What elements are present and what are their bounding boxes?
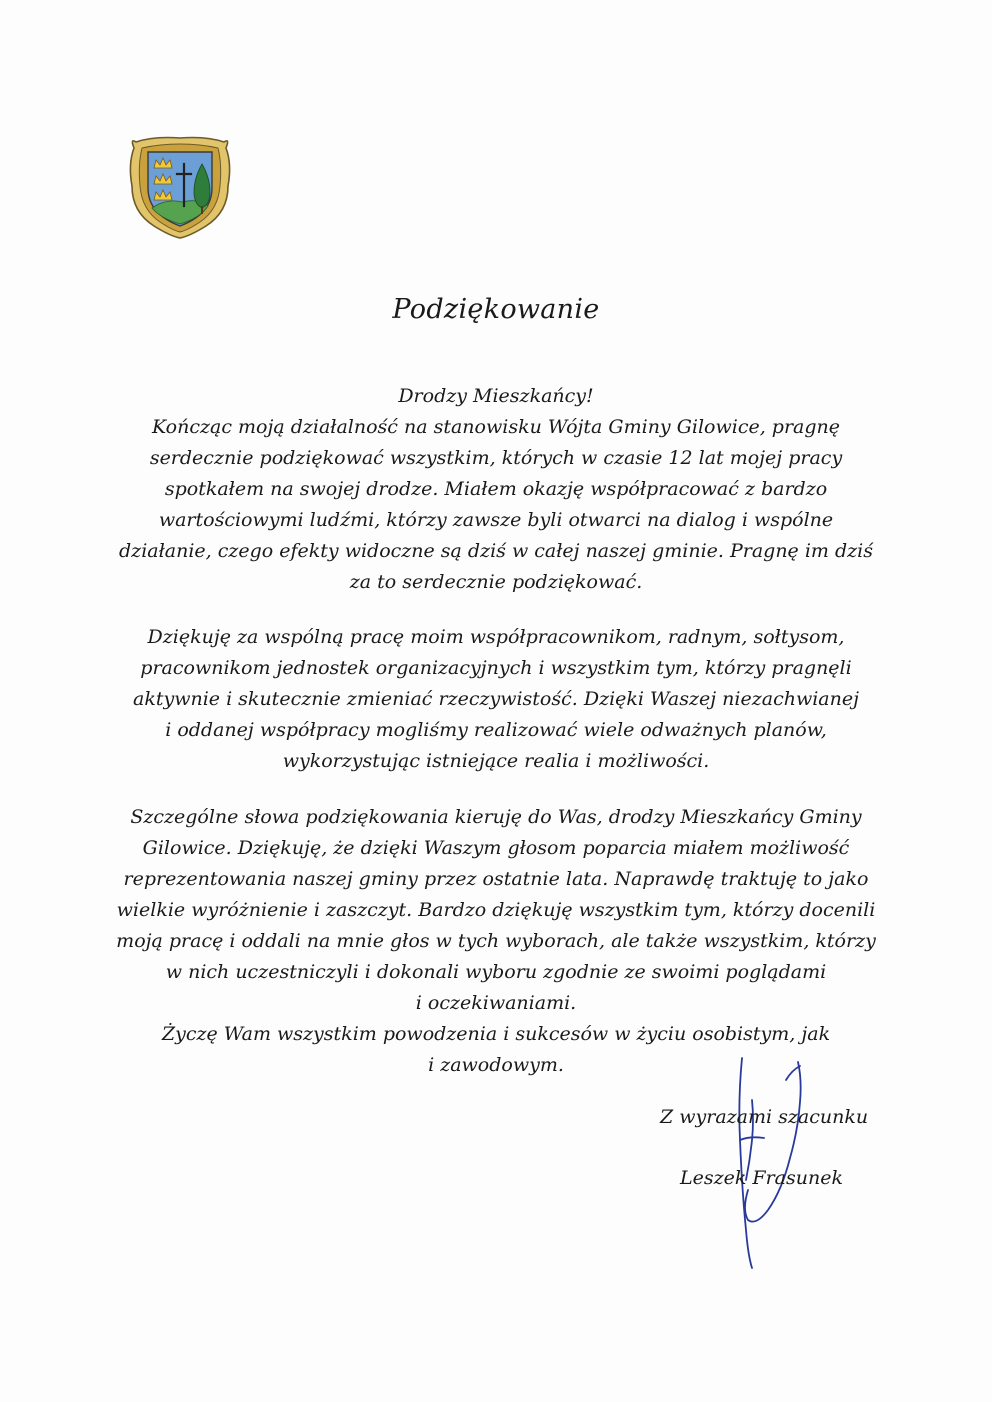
text-line: spotkałem na swojej drodze. Miałem okazję współpracować z bardzo: [164, 478, 828, 500]
handwritten-signature-icon: [690, 1040, 860, 1280]
letter-title: Podziękowanie: [392, 294, 600, 325]
text-line: wartościowymi ludźmi, którzy zawsze byli otwarci na dialog i wspólne: [158, 509, 834, 531]
text-line: i zawodowym.: [428, 1054, 564, 1076]
text-line: i oddanej współpracy mogliśmy realizować wiele odważnych planów,: [165, 719, 827, 741]
text-line: i oczekiwaniami.: [415, 992, 577, 1014]
text-line: Gilowice. Dziękuję, że dzięki Waszym głosom poparcia miałem możliwość: [142, 837, 850, 859]
paragraph-1: [80, 381, 912, 598]
text-line: Szczególne słowa podziękowania kieruję do Was, drodzy Mieszkańcy Gminy: [130, 806, 862, 828]
author-name: Leszek Frasunek: [680, 1167, 843, 1189]
text-line: za to serdecznie podziękować.: [349, 571, 643, 593]
gilowice-coat-of-arms-icon: [126, 134, 234, 240]
text-line: wielkie wyróżnienie i zaszczyt. Bardzo dziękuję wszystkim tym, którzy docenili: [116, 899, 876, 921]
text-line: reprezentowania naszej gminy przez ostatnie lata. Naprawdę traktuję to jako: [123, 868, 869, 890]
paragraph-2: [80, 622, 912, 777]
text-line: w nich uczestniczyli i dokonali wyboru zgodnie ze swoimi poglądami: [165, 961, 827, 983]
text-line: aktywnie i skutecznie zmieniać rzeczywistość. Dzięki Waszej niezachwianej: [133, 688, 859, 710]
text-line: Kończąc moją działalność na stanowisku Wójta Gminy Gilowice, pragnę: [152, 416, 840, 438]
text-line: Życzę Wam wszystkim powodzenia i sukcesów w życiu osobistym, jak: [161, 1023, 831, 1045]
greeting: Drodzy Mieszkańcy!: [398, 385, 594, 407]
text-line: wykorzystując istniejące realia i możliwości.: [282, 750, 710, 772]
text-line: serdecznie podziękować wszystkim, których w czasie 12 lat mojej pracy: [149, 447, 843, 469]
text-line: pracownikom jednostek organizacyjnych i wszystkim tym, którzy pragnęli: [140, 657, 852, 679]
closing-phrase: Z wyrazami szacunku: [660, 1106, 869, 1128]
text-line: moją pracę i oddali na mnie głos w tych wyborach, ale także wszystkim, którzy: [116, 930, 876, 952]
text-line: działanie, czego efekty widoczne są dziś w całej naszej gminie. Pragnę im dziś: [119, 540, 873, 562]
text-line: Dziękuję za wspólną pracę moim współpracownikom, radnym, sołtysom,: [147, 626, 845, 648]
